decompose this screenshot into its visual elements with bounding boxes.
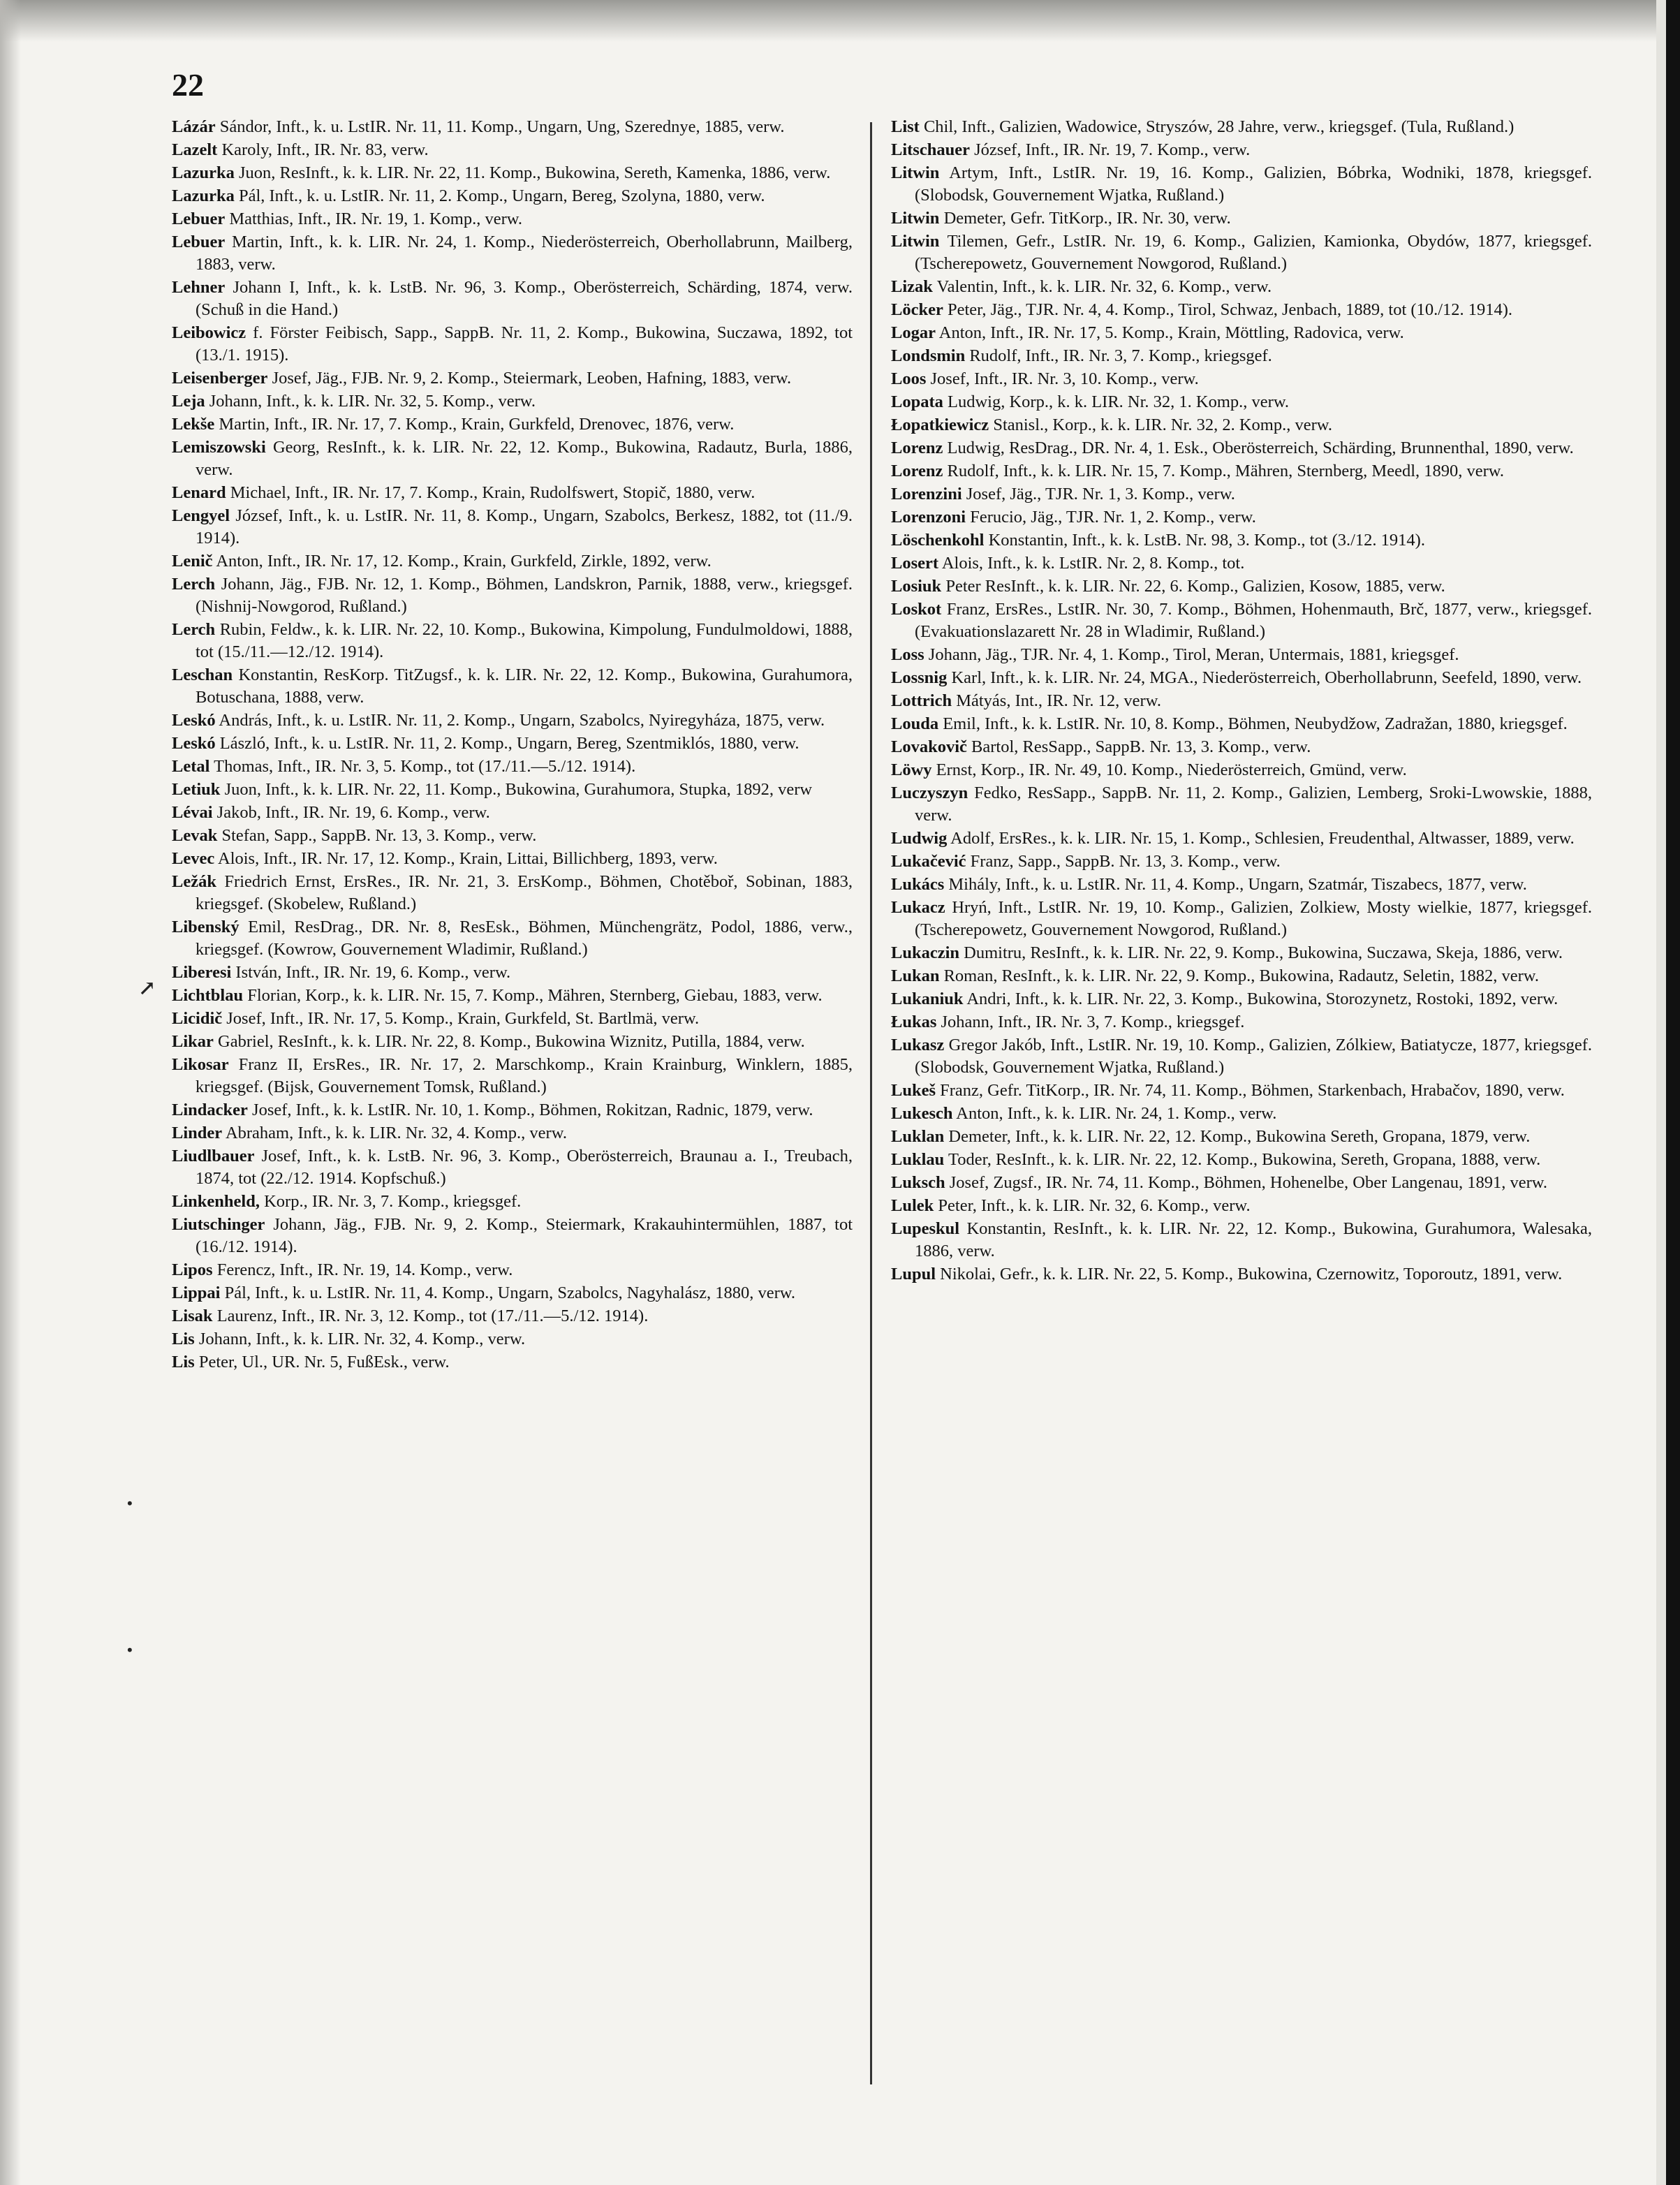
register-entry — [172, 962, 853, 984]
register-entry — [172, 162, 853, 184]
entry-surname: Leskó — [172, 711, 216, 730]
entry-surname: Lorenz — [891, 462, 943, 480]
entry-surname: Losiuk — [891, 577, 942, 596]
register-entry — [172, 1031, 853, 1053]
entry-details: Thomas, Inft., IR. Nr. 3, 5. Komp., tot (17./11.—5./12. 1914). — [214, 757, 636, 776]
register-entry — [172, 436, 853, 481]
entry-details: Nikolai, Gefr., k. k. LIR. Nr. 22, 5. Komp., Bukowina, Czernowitz, Toporoutz, 1891, verw. — [940, 1265, 1563, 1283]
entry-surname: Löwy — [891, 760, 932, 779]
entry-surname: Londsmin — [891, 346, 966, 365]
register-entry — [891, 391, 1592, 413]
entry-surname: Luklau — [891, 1150, 945, 1169]
register-entry — [891, 483, 1592, 506]
entry-surname: Loss — [891, 645, 924, 664]
margin-mark: • — [127, 1641, 133, 1658]
entry-details: Mátyás, Int., IR. Nr. 12, verw. — [956, 691, 1161, 710]
register-entry — [891, 299, 1592, 321]
entry-details: Josef, Zugsf., IR. Nr. 74, 11. Komp., Böhmen, Hohenelbe, Ober Langenau, 1891, verw. — [949, 1173, 1547, 1192]
entry-surname: Letal — [172, 757, 210, 776]
entry-surname: Lichtblau — [172, 986, 244, 1005]
entry-details: Alois, Inft., IR. Nr. 17, 12. Komp., Krain, Littai, Billichberg, 1893, verw. — [218, 849, 718, 868]
entry-details: Johann, Inft., k. k. LIR. Nr. 32, 4. Komp., verw. — [198, 1330, 526, 1348]
scan-top-shadow — [0, 0, 1680, 42]
register-entry — [172, 550, 853, 573]
register-entry — [172, 208, 853, 230]
register-entry — [891, 1034, 1592, 1079]
register-entry — [172, 482, 853, 504]
entry-details: Karl, Inft., k. k. LIR. Nr. 24, MGA., Niederösterreich, Oberhollabrunn, Seefeld, 1890, verw. — [951, 668, 1582, 687]
entry-details: Martin, Inft., IR. Nr. 17, 7. Komp., Krain, Gurkfeld, Drenovec, 1876, verw. — [219, 415, 735, 434]
register-entry — [172, 1305, 853, 1327]
register-entry — [891, 598, 1592, 643]
entry-surname: Lévai — [172, 803, 213, 822]
register-entry — [891, 1149, 1592, 1171]
entry-details: Matthias, Inft., IR. Nr. 19, 1. Komp., verw. — [229, 209, 522, 228]
entry-details: Hryń, Inft., LstIR. Nr. 19, 10. Komp., Galizien, Zolkiew, Mosty wielkie, 1877, kriegsgef. (Tscherepowetz, Gouvernement Nowgorod, Rußland.) — [915, 898, 1592, 939]
entry-details: Johann, Jäg., FJB. Nr. 9, 2. Komp., Steiermark, Krakauhintermühlen, 1887, tot (16./12. 1914). — [196, 1215, 853, 1256]
entry-details: Adolf, ErsRes., k. k. LIR. Nr. 15, 1. Komp., Schlesien, Freudenthal, Altwasser, 1889, verw. — [950, 829, 1575, 848]
entry-surname: Łopatkiewicz — [891, 415, 989, 434]
entry-surname: Linkenheld, — [172, 1192, 260, 1211]
entry-details: Josef, Inft., IR. Nr. 3, 10. Komp., verw. — [930, 369, 1199, 388]
entry-surname: Luksch — [891, 1173, 945, 1192]
entry-surname: Litwin — [891, 209, 940, 228]
entry-details: Anton, Inft., IR. Nr. 17, 12. Komp., Krain, Gurkfeld, Zirkle, 1892, verw. — [216, 552, 712, 571]
entry-surname: Lizak — [891, 277, 933, 296]
entry-surname: Likosar — [172, 1055, 229, 1074]
entry-surname: Lukacz — [891, 898, 945, 917]
register-entry — [172, 413, 853, 436]
register-entry — [172, 1008, 853, 1030]
entry-surname: Letiuk — [172, 780, 221, 799]
entry-surname: Logar — [891, 323, 936, 342]
entry-surname: Licidič — [172, 1009, 223, 1028]
entry-surname: Lipos — [172, 1260, 213, 1279]
entry-surname: Lindacker — [172, 1101, 248, 1119]
entry-surname: Lottrich — [891, 691, 952, 710]
register-entry — [891, 736, 1592, 758]
register-entry — [891, 897, 1592, 941]
entry-surname: Liutschinger — [172, 1215, 265, 1234]
register-entry — [891, 230, 1592, 275]
register-entry — [891, 1011, 1592, 1033]
entry-details: Ferucio, Jäg., TJR. Nr. 1, 2. Komp., verw. — [970, 508, 1256, 527]
register-entry — [172, 756, 853, 778]
entry-surname: Lázár — [172, 117, 216, 136]
entry-details: Pál, Inft., k. u. LstIR. Nr. 11, 4. Komp., Ungarn, Szabolcs, Nagyhalász, 1880, verw. — [224, 1283, 796, 1302]
register-entry — [891, 1218, 1592, 1263]
entry-details: Johann, Inft., IR. Nr. 3, 7. Komp., kriegsgef. — [941, 1013, 1245, 1031]
entry-details: Dumitru, ResInft., k. k. LIR. Nr. 22, 9. Komp., Bukowina, Suczawa, Skeja, 1886, verw. — [964, 943, 1563, 962]
register-entry — [172, 1259, 853, 1281]
entry-details: Stefan, Sapp., SappB. Nr. 13, 3. Komp., verw. — [221, 826, 537, 845]
entry-details: Mihály, Inft., k. u. LstIR. Nr. 11, 4. Komp., Ungarn, Szatmár, Tiszabecs, 1877, verw. — [948, 875, 1527, 894]
entry-surname: Lukasz — [891, 1036, 945, 1054]
entry-details: Alois, Inft., k. k. LstIR. Nr. 2, 8. Komp., tot. — [941, 554, 1245, 573]
register-entry — [172, 116, 853, 138]
register-entry — [172, 1122, 853, 1145]
scan-left-shadow — [0, 0, 21, 2185]
entry-details: Friedrich Ernst, ErsRes., IR. Nr. 21, 3. ErsKomp., Böhmen, Chotěboř, Sobinan, 1883, kriegsgef. (Skobelew, Rußland.) — [196, 872, 853, 913]
register-entry — [172, 1282, 853, 1304]
entry-surname: Lazurka — [172, 163, 235, 182]
entry-details: Demeter, Gefr. TitKorp., IR. Nr. 30, verw. — [943, 209, 1231, 228]
register-entry — [172, 1145, 853, 1190]
entry-details: Johann, Jäg., TJR. Nr. 4, 1. Komp., Tirol, Meran, Untermais, 1881, kriegsgef. — [928, 645, 1459, 664]
register-entry — [891, 1126, 1592, 1148]
entry-surname: Lebuer — [172, 209, 226, 228]
entry-surname: Libenský — [172, 918, 240, 936]
entry-details: Valentin, Inft., k. k. LIR. Nr. 32, 6. Komp., verw. — [936, 277, 1272, 296]
register-entry — [891, 827, 1592, 850]
entry-details: Franz, Gefr. TitKorp., IR. Nr. 74, 11. Komp., Böhmen, Starkenbach, Hrabačov, 1890, verw. — [940, 1081, 1565, 1100]
entry-surname: Leisenberger — [172, 369, 268, 388]
entry-details: Peter, Jäg., TJR. Nr. 4, 4. Komp., Tirol, Schwaz, Jenbach, 1889, tot (10./12. 1914). — [947, 300, 1513, 319]
register-entry — [891, 552, 1592, 575]
entry-details: Michael, Inft., IR. Nr. 17, 7. Komp., Krain, Rudolfswert, Stopič, 1880, verw. — [230, 483, 756, 502]
entry-surname: Lehner — [172, 278, 226, 297]
entry-details: Artym, Inft., LstIR. Nr. 19, 16. Komp., Galizien, Bóbrka, Wodniki, 1878, kriegsgef. (Slobodsk, Gouvernement Wjatka, Rußland.) — [915, 163, 1593, 205]
register-entry — [172, 390, 853, 413]
entry-surname: Liudlbauer — [172, 1147, 255, 1165]
entry-details: Johann I, Inft., k. k. LstB. Nr. 96, 3. Komp., Oberösterreich, Schärding, 1874, verw. (Schuß in die Hand.) — [196, 278, 853, 319]
entry-details: Emil, ResDrag., DR. Nr. 8, ResEsk., Böhmen, Münchengrätz, Podol, 1886, verw., kriegsgef. (Kowrow, Gouvernement Wladimir, Rußland.) — [196, 918, 853, 959]
page-number: 22 — [172, 67, 204, 103]
entry-surname: Levak — [172, 826, 218, 845]
entry-details: Peter, Inft., k. k. LIR. Nr. 32, 6. Komp., verw. — [938, 1196, 1251, 1215]
entry-details: Josef, Jäg., TJR. Nr. 1, 3. Komp., verw. — [966, 485, 1235, 503]
entry-details: Florian, Korp., k. k. LIR. Nr. 15, 7. Komp., Mähren, Sternberg, Giebau, 1883, verw. — [247, 986, 823, 1005]
register-entry — [172, 322, 853, 367]
register-entry — [891, 782, 1592, 827]
register-entry — [891, 965, 1592, 987]
register-entry — [891, 851, 1592, 873]
entry-surname: Liberesi — [172, 963, 232, 982]
entry-details: Sándor, Inft., k. u. LstIR. Nr. 11, 11. Komp., Ungarn, Ung, Szerednye, 1885, verw. — [219, 117, 785, 136]
register-entry — [172, 733, 853, 755]
entry-surname: Leschan — [172, 665, 233, 684]
entry-surname: Lippai — [172, 1283, 221, 1302]
register-entry — [172, 916, 853, 961]
entry-details: Anton, Inft., IR. Nr. 17, 5. Komp., Krain, Möttling, Radovica, verw. — [938, 323, 1404, 342]
entry-details: Konstantin, Inft., k. k. LstB. Nr. 98, 3. Komp., tot (3./12. 1914). — [988, 531, 1425, 550]
entry-surname: Löschenkohl — [891, 531, 985, 550]
register-entry — [891, 162, 1592, 207]
entry-details: Ludwig, Korp., k. k. LIR. Nr. 32, 1. Komp., verw. — [948, 392, 1290, 411]
entry-surname: Lebuer — [172, 233, 226, 251]
entry-surname: Lukács — [891, 875, 945, 894]
entry-surname: Lengyel — [172, 506, 230, 525]
entry-details: f. Förster Feibisch, Sapp., SappB. Nr. 11, 2. Komp., Bukowina, Suczawa, 1892, tot (13./1. 1915). — [196, 323, 853, 365]
register-entry — [172, 367, 853, 390]
register-entry — [891, 139, 1592, 161]
entry-details: József, Inft., k. u. LstIR. Nr. 11, 8. Komp., Ungarn, Szabolcs, Berkesz, 1882, tot (11./9. 1914). — [196, 506, 853, 547]
margin-mark: • — [127, 1494, 133, 1512]
entry-surname: Ležák — [172, 872, 216, 891]
entry-details: Toder, ResInft., k. k. LIR. Nr. 22, 12. Komp., Bukowina, Sereth, Gropana, 1888, verw. — [948, 1150, 1541, 1169]
entry-details: Ernst, Korp., IR. Nr. 49, 10. Komp., Niederösterreich, Gmünd, verw. — [936, 760, 1407, 779]
entry-surname: Litschauer — [891, 140, 970, 159]
register-entry — [891, 207, 1592, 230]
margin-mark: ↗ — [138, 977, 156, 1000]
entry-details: Franz, Sapp., SappB. Nr. 13, 3. Komp., verw. — [970, 852, 1281, 871]
register-entry — [891, 942, 1592, 964]
entry-details: Gabriel, ResInft., k. k. LIR. Nr. 22, 8. Komp., Bukowina Wiznitz, Putilla, 1884, verw. — [218, 1032, 805, 1051]
entry-details: Korp., IR. Nr. 3, 7. Komp., kriegsgef. — [264, 1192, 522, 1211]
entry-details: András, Inft., k. u. LstIR. Nr. 11, 2. Komp., Ungarn, Szabolcs, Nyiregyháza, 1875, verw. — [219, 711, 825, 730]
entry-details: Georg, ResInft., k. k. LIR. Nr. 22, 12. Komp., Bukowina, Radautz, Burla, 1886, verw. — [196, 438, 853, 479]
register-entry — [891, 1080, 1592, 1102]
entry-surname: Lenard — [172, 483, 226, 502]
register-entry — [172, 619, 853, 663]
entry-surname: Łukas — [891, 1013, 937, 1031]
entry-surname: Lossnig — [891, 668, 948, 687]
register-entry — [891, 575, 1592, 598]
entry-surname: Lupeskul — [891, 1219, 960, 1238]
entry-details: Chil, Inft., Galizien, Wadowice, Stryszów, 28 Jahre, verw., kriegsgef. (Tula, Rußland.) — [923, 117, 1515, 136]
register-entry — [891, 529, 1592, 552]
entry-details: Ferencz, Inft., IR. Nr. 19, 14. Komp., verw. — [216, 1260, 513, 1279]
entry-details: Emil, Inft., k. k. LstIR. Nr. 10, 8. Komp., Böhmen, Neubydžow, Zadražan, 1880, kriegsgef. — [943, 714, 1568, 733]
register-entry — [172, 1351, 853, 1374]
register-entry — [172, 779, 853, 801]
entry-surname: Lukaniuk — [891, 989, 964, 1008]
entry-surname: Lerch — [172, 620, 216, 639]
entry-details: Peter ResInft., k. k. LIR. Nr. 22, 6. Komp., Galizien, Kosow, 1885, verw. — [945, 577, 1445, 596]
register-entry — [891, 1172, 1592, 1194]
register-entry — [891, 1195, 1592, 1217]
entry-details: Stanisl., Korp., k. k. LIR. Nr. 32, 2. Komp., verw. — [993, 415, 1332, 434]
entry-surname: Losert — [891, 554, 939, 573]
entry-details: Konstantin, ResInft., k. k. LIR. Nr. 22, 12. Komp., Bukowina, Gurahumora, Walesaka, 1886, verw. — [915, 1219, 1593, 1260]
entry-surname: Litwin — [891, 163, 940, 182]
entry-details: Pál, Inft., k. u. LstIR. Nr. 11, 2. Komp., Ungarn, Bereg, Szolyna, 1880, verw. — [238, 186, 765, 205]
register-entry — [891, 1263, 1592, 1286]
entry-details: Andri, Inft., k. k. LIR. Nr. 22, 3. Komp., Bukowina, Storozynetz, Rostoki, 1892, verw. — [966, 989, 1559, 1008]
entry-details: Franz II, ErsRes., IR. Nr. 17, 2. Marschkomp., Krain Krainburg, Winklern, 1885, kriegsgef. (Bijsk, Gouvernement Tomsk, Rußland.) — [196, 1055, 853, 1096]
entry-details: József, Inft., IR. Nr. 19, 7. Komp., verw. — [974, 140, 1251, 159]
entry-details: Martin, Inft., k. k. LIR. Nr. 24, 1. Komp., Niederösterreich, Oberhollabrunn, Mailberg, 1883, verw. — [196, 233, 853, 274]
register-entry — [172, 871, 853, 915]
register-entry — [891, 460, 1592, 483]
entry-surname: Lukeš — [891, 1081, 936, 1100]
entry-details: László, Inft., k. u. LstIR. Nr. 11, 2. Komp., Ungarn, Bereg, Szentmiklós, 1880, verw. — [219, 734, 800, 753]
register-entry — [891, 644, 1592, 666]
entry-details: Josef, Inft., k. k. LstB. Nr. 96, 3. Komp., Oberösterreich, Braunau a. I., Treubach, 1874, tot (22./12. 1914. Kopfschuß.) — [196, 1147, 853, 1188]
register-entry — [891, 276, 1592, 298]
register-entry — [891, 874, 1592, 896]
register-entry — [891, 116, 1592, 138]
register-entry — [172, 139, 853, 161]
entry-details: Jakob, Inft., IR. Nr. 19, 6. Komp., verw. — [216, 803, 490, 822]
entry-surname: Lupul — [891, 1265, 936, 1283]
register-entry — [172, 573, 853, 618]
entry-surname: Lovakovič — [891, 737, 967, 756]
register-entry — [172, 1214, 853, 1258]
scan-right-margin — [1656, 0, 1666, 2185]
entry-details: Konstantin, ResKorp. TitZugsf., k. k. LIR. Nr. 22, 12. Komp., Bukowina, Gurahumora, Botuschana, 1888, verw. — [196, 665, 853, 707]
entry-surname: Lisak — [172, 1307, 213, 1325]
register-entry — [172, 802, 853, 824]
entry-details: Josef, Inft., k. k. LstIR. Nr. 10, 1. Komp., Böhmen, Rokitzan, Radnic, 1879, verw. — [252, 1101, 813, 1119]
left-column — [172, 116, 853, 1374]
register-entry — [891, 988, 1592, 1010]
register-entry — [172, 185, 853, 207]
entry-details: Laurenz, Inft., IR. Nr. 3, 12. Komp., tot (17./11.—5./12. 1914). — [216, 1307, 649, 1325]
register-entry — [172, 825, 853, 847]
entry-surname: Leibowicz — [172, 323, 246, 342]
entry-surname: Leja — [172, 392, 205, 411]
entry-surname: Loskot — [891, 600, 942, 619]
entry-surname: Lazurka — [172, 186, 235, 205]
entry-surname: Loos — [891, 369, 927, 388]
register-entry — [172, 1328, 853, 1351]
entry-surname: Louda — [891, 714, 939, 733]
entry-details: Johann, Inft., k. k. LIR. Nr. 32, 5. Komp., verw. — [209, 392, 536, 411]
entry-surname: Löcker — [891, 300, 943, 319]
entry-surname: Lis — [172, 1353, 195, 1371]
register-entry — [172, 1191, 853, 1213]
register-entry — [891, 667, 1592, 689]
entry-details: Karoly, Inft., IR. Nr. 83, verw. — [221, 140, 429, 159]
entry-surname: Lukesch — [891, 1104, 953, 1123]
register-entry — [172, 277, 853, 321]
entry-surname: Lukaczin — [891, 943, 960, 962]
entry-surname: Lis — [172, 1330, 195, 1348]
entry-surname: Lukačević — [891, 852, 966, 871]
entry-details: Gregor Jakób, Inft., LstIR. Nr. 19, 10. Komp., Galizien, Zólkiew, Batiatycze, 1877, kriegsgef. (Slobodsk, Gouvernement Wjatka, Rußland.) — [915, 1036, 1593, 1077]
register-entry — [172, 505, 853, 550]
entry-details: Peter, Ul., UR. Nr. 5, FußEsk., verw. — [198, 1353, 450, 1371]
entry-surname: Likar — [172, 1032, 214, 1051]
entry-details: Juon, Inft., k. k. LIR. Nr. 22, 11. Komp., Bukowina, Gurahumora, Stupka, 1892, verw — [224, 780, 813, 799]
entry-details: Rubin, Feldw., k. k. LIR. Nr. 22, 10. Komp., Bukowina, Kimpolung, Fundulmoldowi, 1888, tot (15./11.—12./12. 1914). — [196, 620, 853, 661]
entry-details: Johann, Jäg., FJB. Nr. 12, 1. Komp., Böhmen, Landskron, Parnik, 1888, verw., kriegsgef. (Nishnij-Nowgorod, Rußland.) — [196, 575, 853, 616]
entry-details: Anton, Inft., k. k. LIR. Nr. 24, 1. Komp., verw. — [956, 1104, 1277, 1123]
entry-surname: Lorenzini — [891, 485, 962, 503]
register-entry — [172, 709, 853, 732]
register-entry — [891, 713, 1592, 735]
register-entry — [891, 414, 1592, 436]
entry-details: Demeter, Inft., k. k. LIR. Nr. 22, 12. Komp., Bukowina Sereth, Gropana, 1879, verw. — [948, 1127, 1531, 1146]
entry-details: Josef, Inft., IR. Nr. 17, 5. Komp., Krain, Gurkfeld, St. Bartlmä, verw. — [226, 1009, 700, 1028]
entry-surname: Linder — [172, 1124, 223, 1142]
register-entry — [891, 368, 1592, 390]
entry-details: Tilemen, Gefr., LstIR. Nr. 19, 6. Komp., Galizien, Kamionka, Obydów, 1877, kriegsgef. (Tscherepowetz, Gouvernement Nowgorod, Rußland.) — [915, 232, 1593, 273]
register-entry — [172, 985, 853, 1007]
entry-surname: Lukan — [891, 966, 940, 985]
entry-surname: Ludwig — [891, 829, 948, 848]
register-entry — [891, 322, 1592, 344]
entry-surname: Luklan — [891, 1127, 945, 1146]
entry-surname: Lorenz — [891, 439, 943, 457]
scan-right-edge — [1666, 0, 1680, 2185]
entry-surname: Lenič — [172, 552, 213, 571]
entry-surname: Lulek — [891, 1196, 934, 1215]
entry-surname: Luczyszyn — [891, 783, 968, 802]
entry-surname: Lopata — [891, 392, 943, 411]
entry-surname: Lazelt — [172, 140, 218, 159]
entry-details: István, Inft., IR. Nr. 19, 6. Komp., verw. — [235, 963, 511, 982]
entry-details: Bartol, ResSapp., SappB. Nr. 13, 3. Komp., verw. — [971, 737, 1311, 756]
entry-surname: Lemiszowski — [172, 438, 266, 457]
entry-details: Rudolf, Inft., IR. Nr. 3, 7. Komp., kriegsgef. — [969, 346, 1272, 365]
register-entry — [891, 437, 1592, 459]
entry-details: Ludwig, ResDrag., DR. Nr. 4, 1. Esk., Oberösterreich, Schärding, Brunnenthal, 1890, verw. — [947, 439, 1574, 457]
entry-surname: Lekše — [172, 415, 215, 434]
entry-details: Josef, Jäg., FJB. Nr. 9, 2. Komp., Steiermark, Leoben, Hafning, 1883, verw. — [272, 369, 792, 388]
register-entry — [172, 1054, 853, 1098]
column-divider — [870, 122, 872, 2084]
entry-surname: List — [891, 117, 920, 136]
register-entry — [172, 1099, 853, 1121]
register-entry — [172, 231, 853, 276]
entry-details: Abraham, Inft., k. k. LIR. Nr. 32, 4. Komp., verw. — [225, 1124, 567, 1142]
register-entry — [891, 1103, 1592, 1125]
entry-details: Fedko, ResSapp., SappB. Nr. 11, 2. Komp., Galizien, Lemberg, Sroki-Lwowskie, 1888, verw. — [915, 783, 1592, 825]
right-column — [891, 116, 1592, 1286]
entry-surname: Leskó — [172, 734, 216, 753]
entry-surname: Litwin — [891, 232, 940, 251]
register-entry — [172, 664, 853, 709]
entry-surname: Levec — [172, 849, 215, 868]
entry-details: Rudolf, Inft., k. k. LIR. Nr. 15, 7. Komp., Mähren, Sternberg, Meedl, 1890, verw. — [947, 462, 1505, 480]
register-entry — [891, 690, 1592, 712]
entry-details: Juon, ResInft., k. k. LIR. Nr. 22, 11. Komp., Bukowina, Sereth, Kamenka, 1886, verw. — [238, 163, 831, 182]
register-entry — [891, 345, 1592, 367]
entry-details: Franz, ErsRes., LstIR. Nr. 30, 7. Komp., Böhmen, Hohenmauth, Brč, 1877, verw., kriegsgef. (Evakuationslazarett Nr. 28 in Wladimir, Rußland.) — [915, 600, 1592, 641]
entry-surname: Lorenzoni — [891, 508, 966, 527]
entry-details: Roman, ResInft., k. k. LIR. Nr. 22, 9. Komp., Bukowina, Radautz, Seletin, 1882, verw. — [943, 966, 1539, 985]
register-entry — [891, 506, 1592, 529]
entry-surname: Lerch — [172, 575, 216, 594]
register-entry — [891, 759, 1592, 781]
register-entry — [172, 848, 853, 870]
